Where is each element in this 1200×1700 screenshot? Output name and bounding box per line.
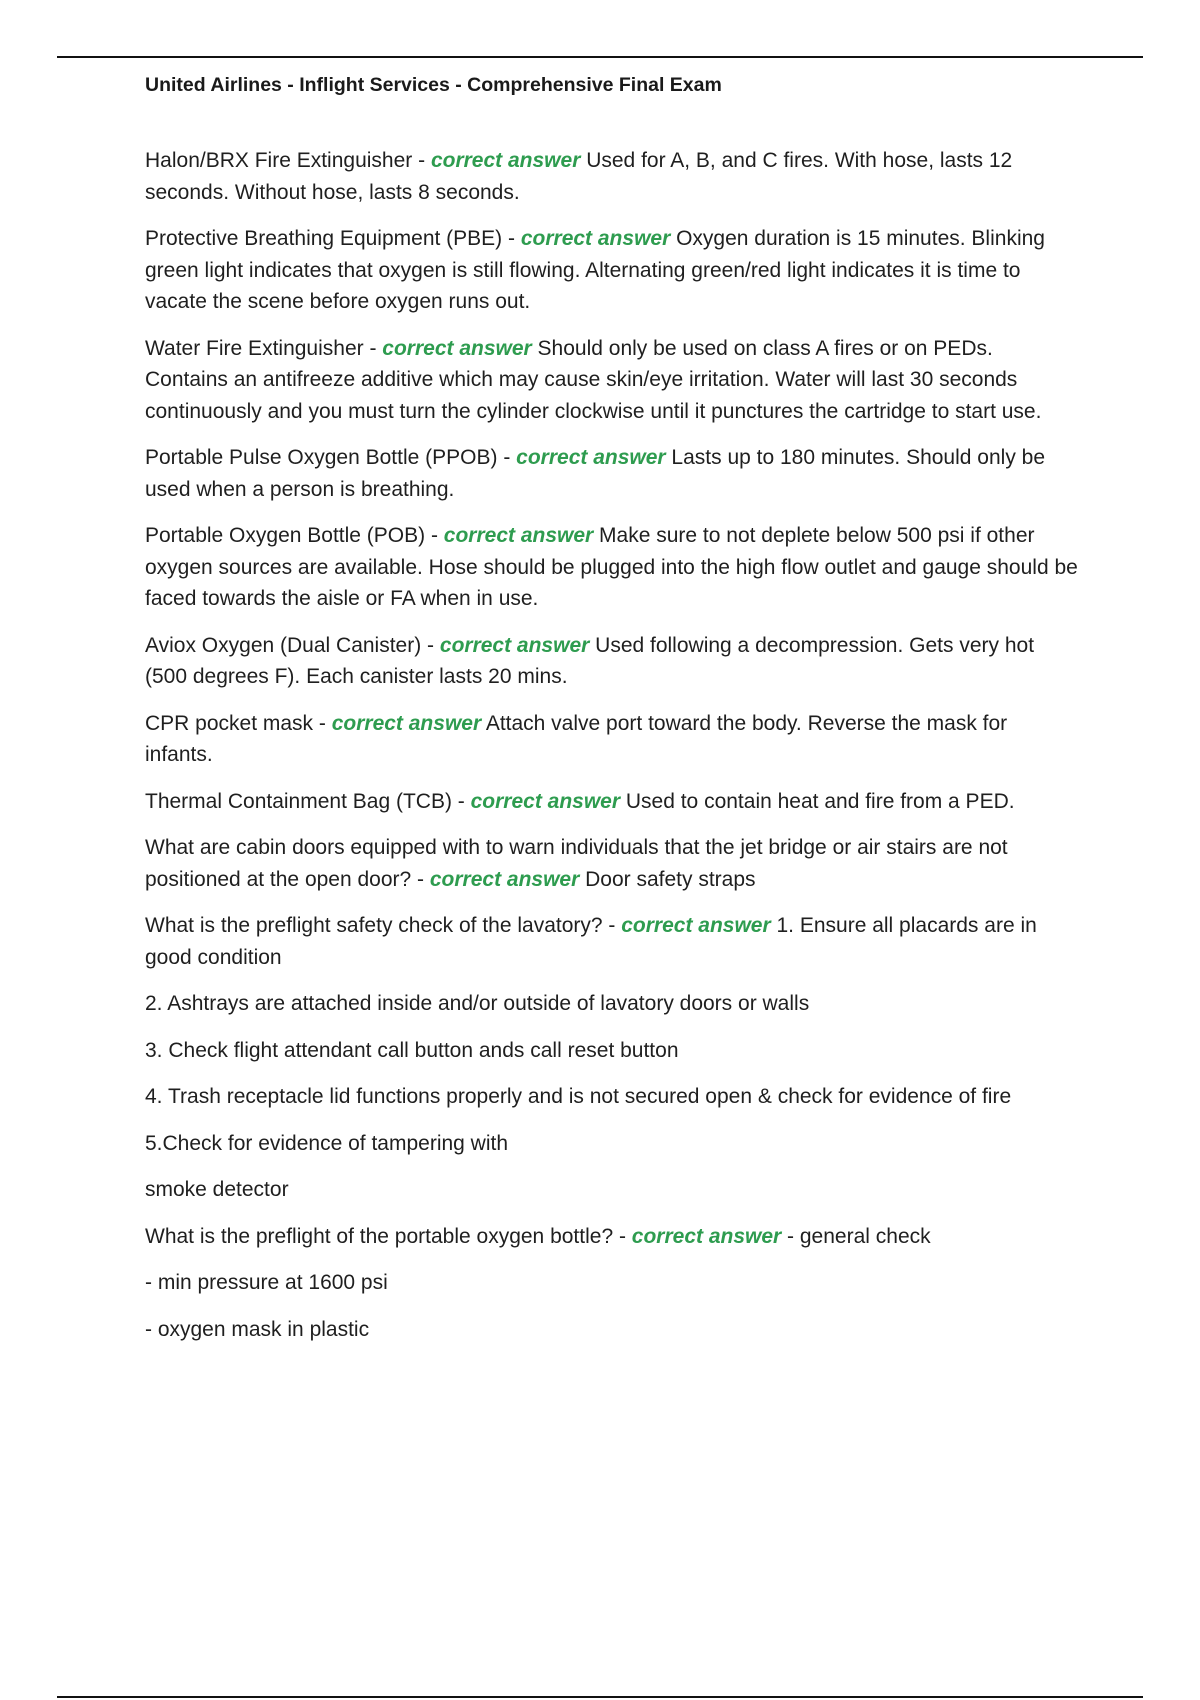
qa-entry [145,832,1080,895]
list-item: 4. Trash receptacle lid functions properly and is not secured open & check for evidence of fire [145,1085,1012,1108]
qa-entry [145,145,1080,208]
answer-text: Used for A, B, and C fires. With hose, lasts 12 seconds. Without hose, lasts 8 seconds. [145,149,1013,204]
answer-label: correct answer [382,336,532,360]
list-item: 5.Check for evidence of tampering with [145,1131,509,1155]
answer-text: Make sure to not deplete below 500 psi if other oxygen sources are available. Hose should be plugged into the high flow outlet and gauge should be faced towards the aisle or FA when in use. [145,524,1078,610]
answer-text: Lasts up to 180 minutes. Should only be used when a person is breathing. [145,446,1046,501]
answer-label: correct answer [439,633,590,657]
answer-text: Attach valve port toward the body. Reverse the mask for infants. [145,711,1008,766]
question-text: CPR pocket mask - [145,711,332,735]
answer-label: correct answer [621,914,771,937]
question-text: Portable Oxygen Bottle (POB) - [145,524,444,547]
qa-entry [145,333,1080,428]
answer-text: Oxygen duration is 15 minutes. Blinking green light indicates that oxygen is still flowing. Alternating green/red light indicates it is time to vacate the scene before oxygen runs out. [145,227,1045,313]
answer-label: correct answer [443,524,594,547]
qa-entry [145,786,1080,818]
qa-entry [145,708,1080,771]
document-body [145,145,1080,1360]
answer-text: - general check [781,1224,931,1248]
page-title: United Airlines - Inflight Services - Comprehensive Final Exam [145,74,722,96]
question-text: What are cabin doors equipped with to warn individuals that the jet bridge or air stairs are not positioned at the open door? - [145,836,1008,891]
footer-rule [57,1696,1143,1698]
question-text: What is the preflight of the portable oxygen bottle? - [145,1224,632,1248]
question-text: Thermal Containment Bag (TCB) - [145,789,471,813]
answer-label: correct answer [429,867,580,891]
answer-label: correct answer [520,227,671,250]
list-item: smoke detector [145,1178,289,1201]
answer-text: Used following a decompression. Gets very hot (500 degrees F). Each canister lasts 20 mins. [145,633,1035,688]
header-rule [57,56,1143,58]
answer-text: Should only be used on class A fires or on PEDs. Contains an antifreeze additive which may cause skin/eye irritation. Water will last 30 seconds continuously and you must turn the cylinder clockwise until it punctures the cartridge to start use. [145,336,1042,423]
answer-label: correct answer [631,1224,782,1248]
answer-text: Door safety straps [579,867,756,891]
question-text: What is the preflight safety check of the lavatory? - [145,914,622,937]
list-item: - min pressure at 1600 psi [145,1271,388,1294]
list-item: 3. Check flight attendant call button ands call reset button [145,1038,679,1062]
answer-label: correct answer [470,789,621,813]
qa-entry [145,520,1080,615]
qa-entry [145,630,1080,693]
question-text: Portable Pulse Oxygen Bottle (PPOB) - [145,446,517,469]
list-item: 2. Ashtrays are attached inside and/or outside of lavatory doors or walls [145,992,810,1015]
question-text: Protective Breathing Equipment (PBE) - [145,227,521,250]
qa-entry [145,442,1080,505]
answer-label: correct answer [331,711,482,735]
question-text: Water Fire Extinguisher - [145,336,383,360]
list-item: - oxygen mask in plastic [145,1317,370,1341]
qa-entry [145,1221,1080,1253]
question-text: Aviox Oxygen (Dual Canister) - [145,633,440,657]
answer-label: correct answer [516,446,666,469]
answer-label: correct answer [430,149,581,172]
qa-entry [145,910,1080,973]
question-text: Halon/BRX Fire Extinguisher - [145,149,431,172]
answer-text: Used to contain heat and fire from a PED. [620,789,1015,813]
answer-text: 1. Ensure all placards are in good condition [145,914,1037,969]
qa-entry [145,223,1080,318]
